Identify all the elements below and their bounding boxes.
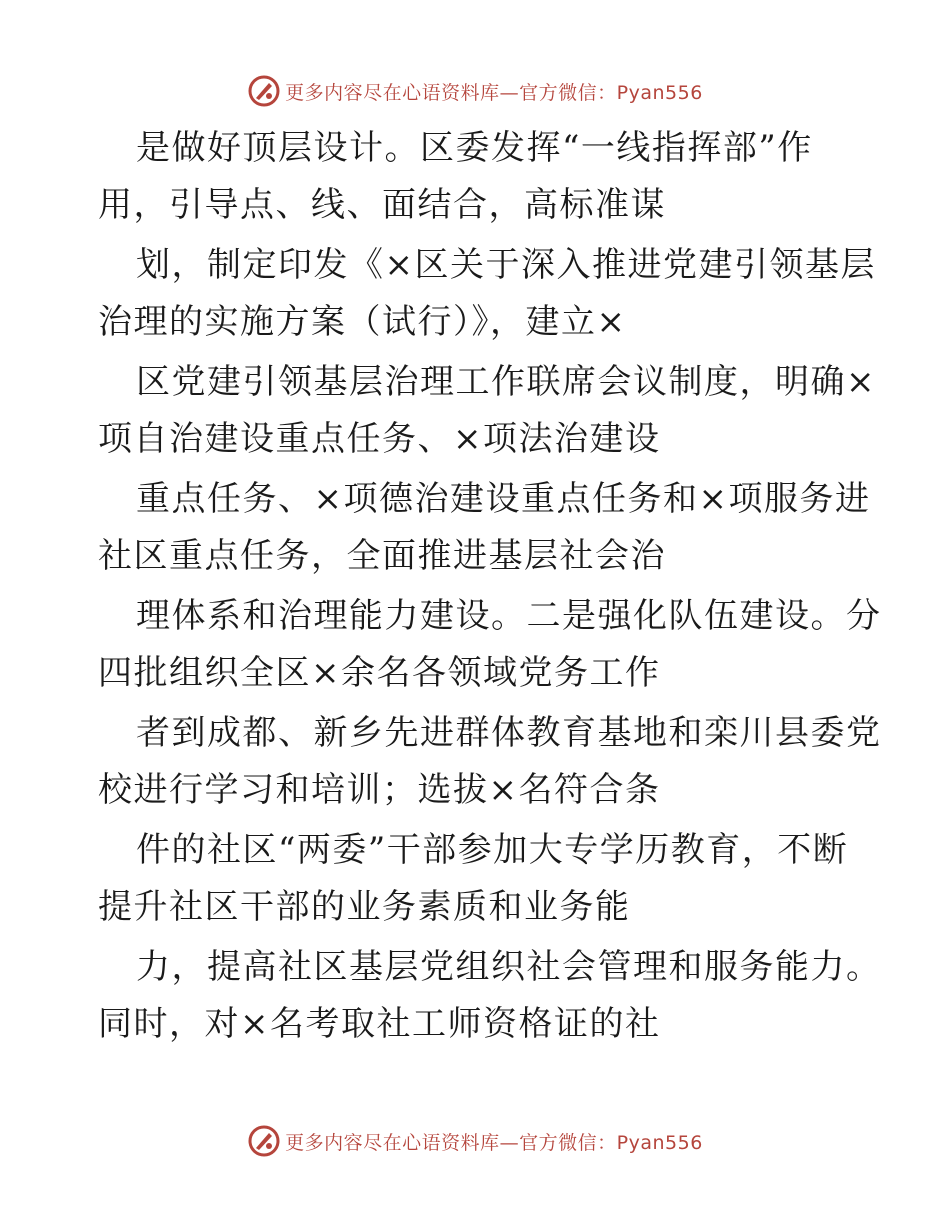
footer-watermark	[0, 1121, 950, 1161]
text-line: 社区重点任务，全面推进基层社会治	[98, 536, 666, 576]
text-line: 力，提高社区基层党组织社会管理和服务能力。	[136, 947, 882, 987]
text-line: 重点任务、×项德治建设重点任务和×项服务进	[136, 479, 871, 519]
text-line: 治理的实施方案（试行）》，建立×	[98, 302, 627, 342]
quill-seal-icon	[247, 1124, 281, 1158]
quill-seal-icon	[247, 74, 281, 108]
watermark-text: 更多内容尽在心语资料库—官方微信：Pyan556	[285, 1131, 703, 1154]
text-line: 划，制定印发《×区关于深入推进党建引领基层	[136, 245, 876, 285]
text-line: 用，引导点、线、面结合，高标准谋	[98, 185, 666, 225]
text-line: 区党建引领基层治理工作联席会议制度，明确×	[136, 362, 876, 402]
text-line: 项自治建设重点任务、×项法治建设	[98, 419, 661, 459]
text-line: 同时，对×名考取社工师资格证的社	[98, 1004, 661, 1044]
header-watermark	[0, 71, 950, 111]
text-line: 提升社区干部的业务素质和业务能	[98, 887, 631, 927]
text-line: 件的社区“两委”干部参加大专学历教育，不断	[136, 830, 849, 870]
watermark-text: 更多内容尽在心语资料库—官方微信：Pyan556	[285, 81, 703, 104]
text-line: 者到成都、新乡先进群体教育基地和栾川县委党	[136, 713, 882, 753]
text-line: 理体系和治理能力建设。二是强化队伍建设。分	[136, 596, 882, 636]
text-line: 是做好顶层设计。区委发挥“一线指挥部”作	[136, 128, 813, 168]
text-line: 校进行学习和培训；选拔×名符合条	[98, 770, 661, 810]
text-line: 四批组织全区×余名各领域党务工作	[98, 653, 661, 693]
